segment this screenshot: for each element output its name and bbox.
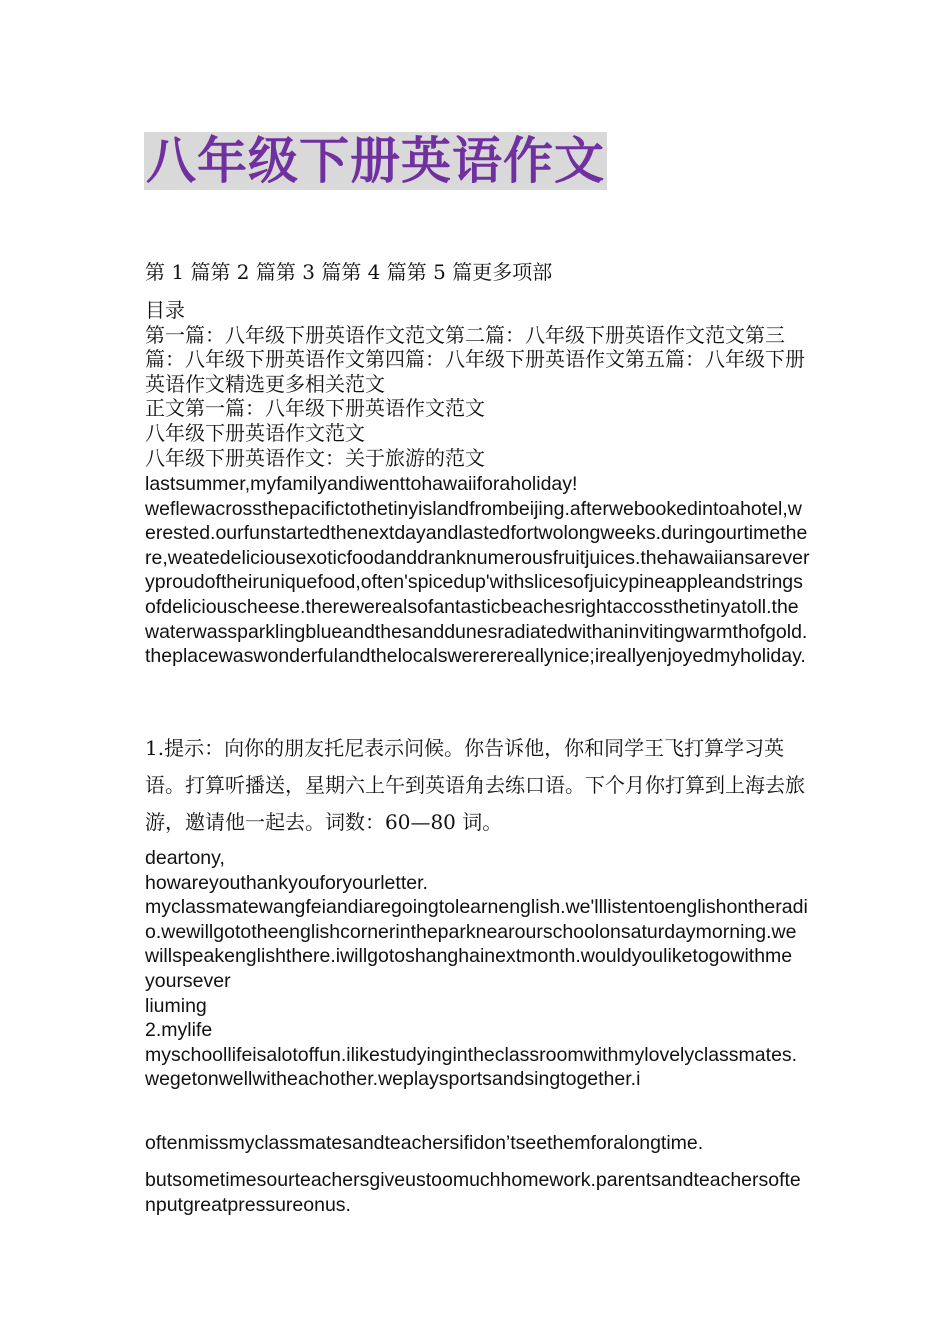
letter-greeting: deartony, — [145, 847, 225, 869]
mylife-body-continued: butsometimesourteachersgiveustoomuchhomework.parentsandteachersoftenputgreatpressureonus. — [145, 1169, 801, 1216]
letter-body: myclassmatewangfeiandiaregoingtolearnenglish.we'lllistentoenglishontheradio.wewillgototheenglishcornerintheparknearourschoolonsaturdaymorning.wewillspeakenglishthere.iwillgotoshanghainextmonth.wouldyouliketogowithme — [145, 896, 808, 968]
essay-travel-body: weflewacrossthepacifictothetinyislandfrombeijing.afterwebookedintoahotel,werested.ourfunstartedthenextdayandlastedfortwolongweeks.duringourtimethere,weatedeliciousexoticfoodanddranknumerousfruitjuices.thehawaiiansareveryproudoftheiruniquefood,often'spicedup'withslicesofjuicypineappleandstringsofdeliciouscheese.therewerealsofantasticbeachesrightaccossthetinyatoll.thewaterwassparklingblueandthesanddunesradiatedwithaninvitingwarmthofgold.theplacewaswonderfulandthelocalswererereallynice;ireallyenjoyedmyholiday. — [145, 497, 810, 668]
toc-entries: 第一篇：八年级下册英语作文范文第二篇：八年级下册英语作文范文第三篇：八年级下册英语作文第四篇：八年级下册英语作文第五篇：八年级下册英语作文精选更多相关范文 — [145, 322, 805, 396]
essay-travel-first-line: lastsummer,myfamilyandiwenttohawaiiforaholiday! — [145, 473, 578, 495]
mylife-apostrophe-line: oftenmissmyclassmatesandteachersifidon’tseethemforalongtime. — [145, 1132, 704, 1154]
mylife-heading: 2.mylife — [145, 1019, 213, 1042]
mylife-body: myschoollifeisalotoffun.ilikestudyingintheclassroomwithmylovelyclassmates.wegetonwellwitheachother.weplaysportsandsingtogether.i — [145, 1043, 798, 1091]
document-title: 八年级下册英语作文 — [146, 132, 605, 190]
table-of-contents — [145, 298, 810, 470]
letter-closing: yoursever — [145, 969, 231, 992]
section-nav[interactable]: 第 1 篇第 2 篇第 3 篇第 4 篇第 5 篇更多项部 — [145, 260, 553, 284]
letter-signature: liuming — [145, 994, 207, 1017]
essay-subtitle: 八年级下册英语作文范文 — [145, 420, 365, 445]
essay-topic: 八年级下册英语作文：关于旅游的范文 — [145, 445, 485, 470]
body-start-heading: 正文第一篇：八年级下册英语作文范文 — [145, 396, 485, 421]
writing-prompt: 1.提示：向你的朋友托尼表示问候。你告诉他，你和同学王飞打算学习英语。打算听播送，星期六上午到英语角去练口语。下个月你打算到上海去旅游，邀请他一起去。词数：60—80 词。 — [145, 736, 805, 834]
letter-essay — [145, 846, 810, 1092]
toc-heading: 目录 — [145, 298, 185, 322]
letter-opening: howareyouthankyouforyourletter. — [145, 871, 428, 894]
essay-travel — [145, 472, 810, 669]
